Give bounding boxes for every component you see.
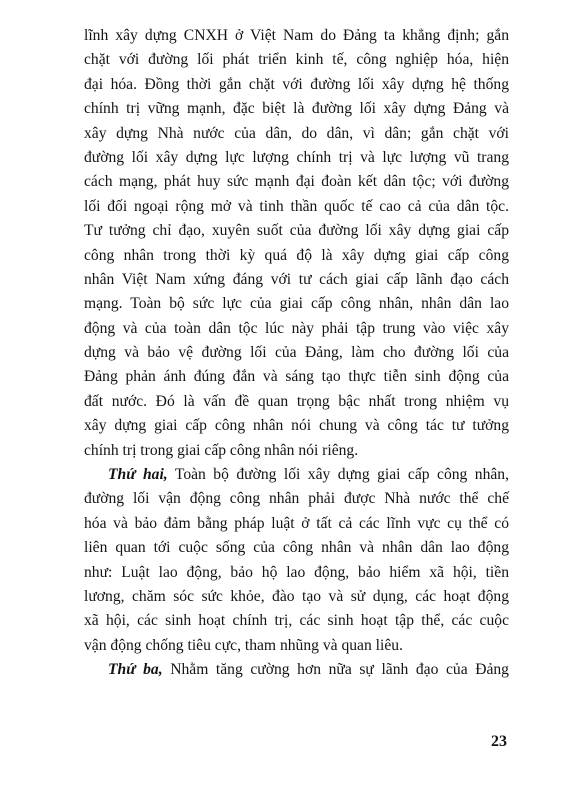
text-line: lương, chăm sóc sức khỏe, đào tạo và sử dụng, các hoạt động xyxy=(84,587,509,605)
text-line: vận động chống tiêu cực, tham nhũng và quan liêu. xyxy=(84,636,403,654)
text-line: nhân Việt Nam xứng đáng với tư cách giai cấp lãnh đạo cách xyxy=(84,270,509,288)
text-line: động và của toàn dân tộc lúc này phải tập trung vào việc xây xyxy=(84,319,509,337)
lead-second: Thứ hai, xyxy=(108,466,168,484)
text-line: Tư tưởng chỉ đạo, xuyên suốt của đường lối xây dựng giai cấp xyxy=(84,222,509,240)
text-line: đường lối xây dựng lực lượng chính trị và lực lượng vũ trang xyxy=(84,148,509,166)
text-line: cách mạng, phát huy sức mạnh đại đoàn kết dân tộc; với đường xyxy=(84,173,509,191)
text-line: mạng. Toàn bộ sức lực của giai cấp công nhân, nhân dân lao xyxy=(84,295,509,313)
text-line: đất nước. Đó là vấn đề quan trọng bậc nhất trong nhiệm vụ xyxy=(84,392,509,410)
text-line: công nhân trong thời kỳ quá độ là xây dựng giai cấp công xyxy=(84,246,509,264)
text-line: lĩnh xây dựng CNXH ở Việt Nam do Đảng ta khẳng định; gắn xyxy=(84,27,509,44)
text-line: dựng và bảo vệ đường lối của Đảng, làm cho đường lối của xyxy=(84,344,509,362)
page-number: 23 xyxy=(491,733,507,750)
text-line: chặt với đường lối phát triển kinh tế, công nghiệp hóa, hiện xyxy=(84,51,509,69)
paragraph-second-first-line xyxy=(84,463,509,487)
text-line: chính trị vững mạnh, đặc biệt là đường lối xây dựng Đảng và xyxy=(84,100,509,118)
text-line: Đảng phản ánh đúng đắn và sáng tạo thực tiễn sinh động của xyxy=(84,368,509,386)
text-line: đường lối vận động công nhân phải được Nhà nước thể chế xyxy=(84,490,509,508)
text-line: liên quan tới cuộc sống của công nhân và nhân dân lao động xyxy=(84,539,509,557)
text-line: xây dựng Nhà nước của dân, do dân, vì dân; gắn chặt với xyxy=(84,124,509,142)
body-text xyxy=(84,24,509,683)
text-line: chính trị trong giai cấp công nhân nói riêng. xyxy=(84,441,359,459)
text-line: lối đối ngoại rộng mở và tinh thần quốc tế cao cả của dân tộc. xyxy=(84,197,509,215)
text-line: hóa và bảo đảm bằng pháp luật ở tất cả các lĩnh vực cụ thể có xyxy=(84,514,509,532)
text-line: xã hội, các sinh hoạt chính trị, các sinh hoạt tập thể, các cuộc xyxy=(84,612,509,630)
text-line: đại hóa. Đồng thời gắn chặt với đường lối xây dựng hệ thống xyxy=(84,75,509,93)
lead-third: Thứ ba, xyxy=(108,661,163,679)
text-line: xây dựng giai cấp công nhân nói chung và công tác tư tưởng xyxy=(84,417,509,435)
text-line: Nhằm tăng cường hơn nữa sự lãnh đạo của Đảng xyxy=(170,661,509,679)
text-line: Toàn bộ đường lối xây dựng giai cấp công nhân, xyxy=(174,466,509,484)
paragraph-third-first-line xyxy=(84,658,509,682)
text-line: như: Luật lao động, bảo hộ lao động, bảo hiểm xã hội, tiền xyxy=(84,563,509,581)
